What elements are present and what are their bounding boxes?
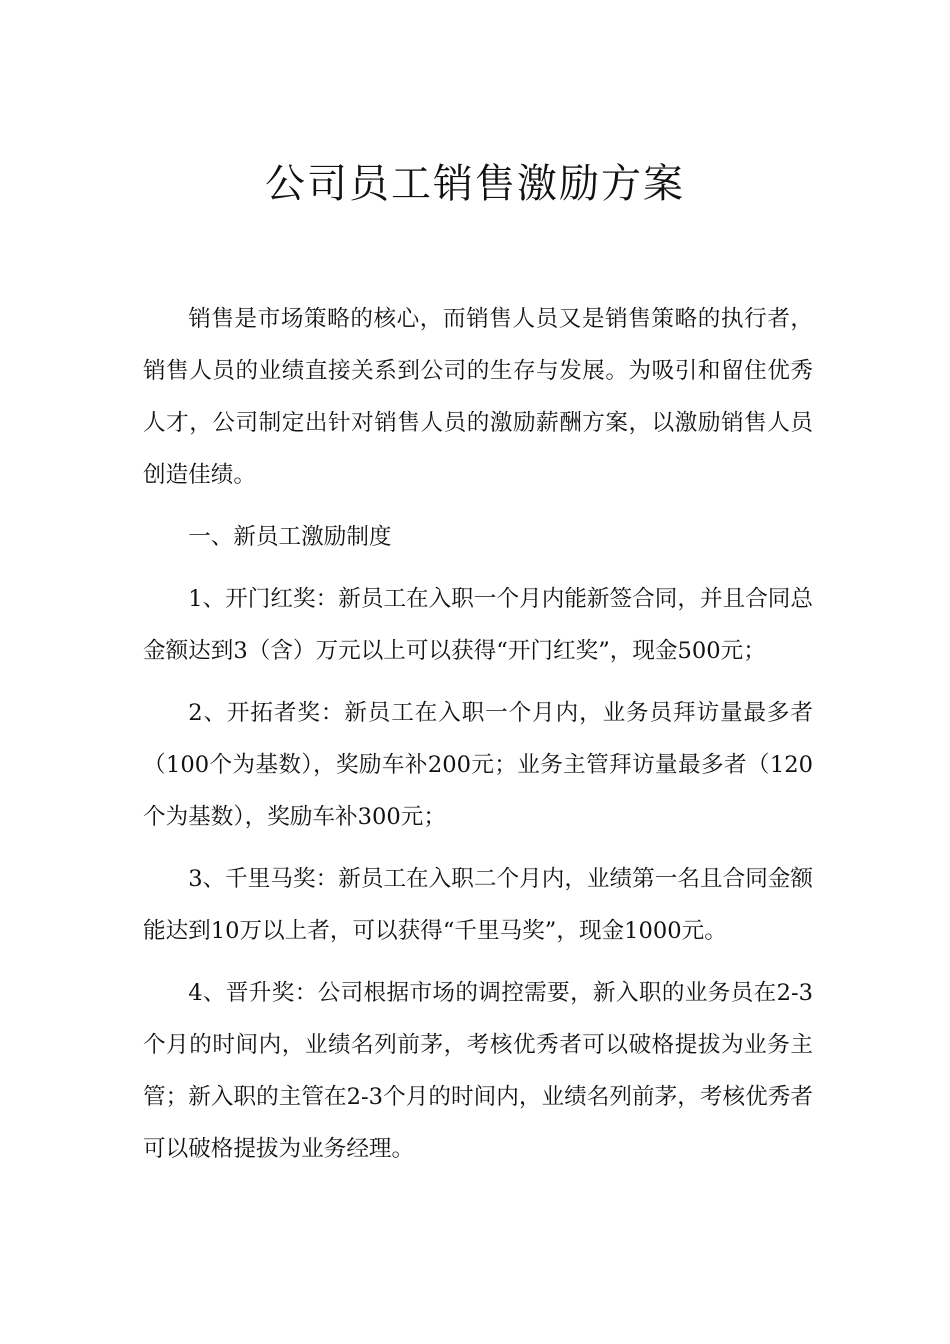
section-heading: 一、新员工激励制度 (188, 524, 392, 550)
intro-paragraph: 销售是市场策略的核心，而销售人员又是销售策略的执行者，销售人员的业绩直接关系到公司的生存与发展。为吸引和留住优秀人才，公司制定出针对销售人员的激励薪酬方案，以激励销售人员创造佳绩。 (143, 306, 813, 488)
award-paragraph-1: 1、开门红奖：新员工在入职一个月内能新签合同，并且合同总金额达到3（含）万元以上可以获得“开门红奖”，现金500元； (143, 586, 813, 664)
award-paragraph-3: 3、千里马奖：新员工在入职二个月内，业绩第一名且合同金额能达到10万以上者，可以获得“千里马奖”，现金1000元。 (143, 866, 813, 944)
award-paragraph-4: 4、晋升奖：公司根据市场的调控需要，新入职的业务员在2-3个月的时间内，业绩名列前茅，考核优秀者可以破格提拔为业务主管；新入职的主管在2-3个月的时间内，业绩名列前茅，考核优秀者可以破格提拔为业务经理。 (143, 980, 813, 1162)
award-paragraph-2: 2、开拓者奖：新员工在入职一个月内，业务员拜访量最多者（100个为基数），奖励车补200元；业务主管拜访量最多者（120个为基数），奖励车补300元； (143, 700, 813, 830)
document-body (143, 293, 813, 1185)
document-title: 公司员工销售激励方案 (265, 161, 685, 207)
